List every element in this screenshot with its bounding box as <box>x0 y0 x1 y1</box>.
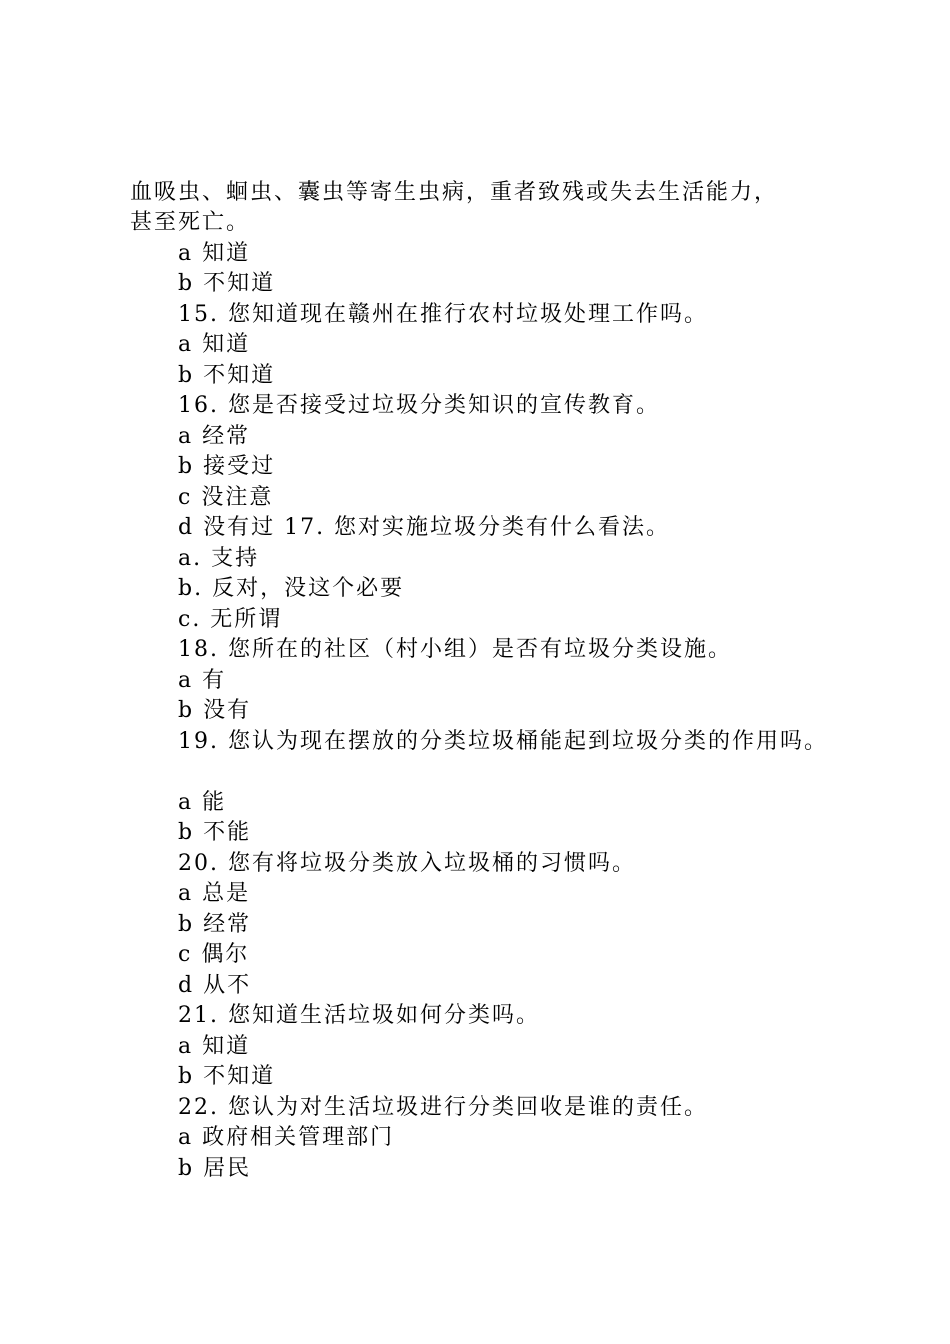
answer-option: a 总是 <box>178 881 251 906</box>
answer-option: b 居民 <box>178 1156 252 1181</box>
question-21: 21. 您知道生活垃圾如何分类吗。 <box>178 1003 540 1028</box>
answer-option: c 偶尔 <box>178 942 250 967</box>
answer-option: d 从不 <box>178 973 252 998</box>
question-15: 15. 您知道现在赣州在推行农村垃圾处理工作吗。 <box>178 302 708 327</box>
answer-option: a 知道 <box>178 1034 251 1059</box>
question-19: 19. 您认为现在摆放的分类垃圾桶能起到垃圾分类的作用吗。 <box>178 729 828 754</box>
question-16: 16. 您是否接受过垃圾分类知识的宣传教育。 <box>178 393 660 418</box>
answer-option: a 有 <box>178 668 227 693</box>
answer-option: b 不知道 <box>178 1064 276 1089</box>
answer-option: b 不知道 <box>178 271 276 296</box>
paragraph-line: 甚至死亡。 <box>130 210 251 235</box>
answer-option: a 能 <box>178 790 227 815</box>
answer-option: b 不能 <box>178 820 252 845</box>
answer-option: b. 反对，没这个必要 <box>178 576 405 601</box>
question-22: 22. 您认为对生活垃圾进行分类回收是谁的责任。 <box>178 1095 708 1120</box>
answer-option: a 经常 <box>178 424 251 449</box>
answer-option: a 政府相关管理部门 <box>178 1125 395 1150</box>
answer-option: b 接受过 <box>178 454 276 479</box>
answer-option: c 没注意 <box>178 485 274 510</box>
answer-option: a. 支持 <box>178 546 260 571</box>
question-17: d 没有过 17. 您对实施垃圾分类有什么看法。 <box>178 515 671 540</box>
paragraph-line: 血吸虫、蛔虫、囊虫等寄生虫病，重者致残或失去生活能力， <box>130 180 779 205</box>
answer-option: b 经常 <box>178 912 252 937</box>
answer-option: b 没有 <box>178 698 252 723</box>
answer-option: a 知道 <box>178 332 251 357</box>
answer-option: b 不知道 <box>178 363 276 388</box>
answer-option: a 知道 <box>178 241 251 266</box>
answer-option: c. 无所谓 <box>178 607 283 632</box>
question-20: 20. 您有将垃圾分类放入垃圾桶的习惯吗。 <box>178 851 636 876</box>
question-18: 18. 您所在的社区（村小组）是否有垃圾分类设施。 <box>178 637 732 662</box>
